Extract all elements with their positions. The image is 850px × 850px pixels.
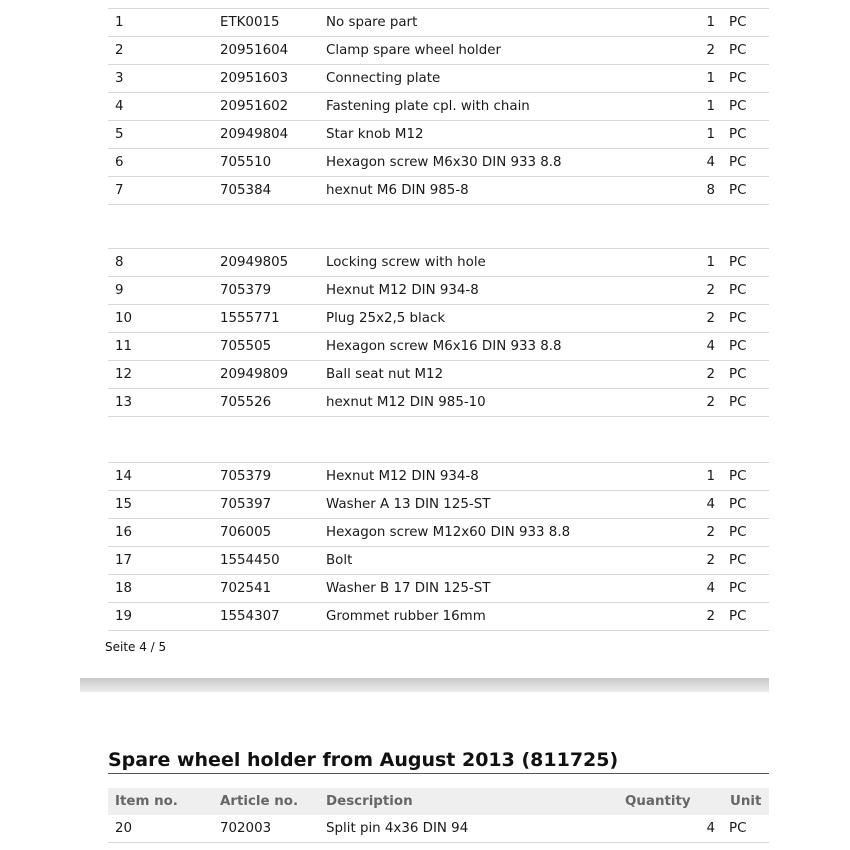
description-cell: Ball seat nut M12 — [326, 367, 444, 382]
description-cell: hexnut M6 DIN 985-8 — [326, 183, 469, 198]
unit-cell: PC — [729, 15, 747, 30]
article-no-cell: 705384 — [220, 183, 272, 198]
article-no-cell: 705397 — [220, 497, 272, 512]
article-no-cell: 705379 — [220, 283, 272, 298]
table-row — [108, 277, 769, 305]
description-cell: No spare part — [326, 15, 418, 30]
article-no-cell: 20949804 — [220, 127, 289, 142]
article-no-cell: 702541 — [220, 581, 272, 596]
unit-cell: PC — [729, 155, 747, 170]
table-row — [108, 248, 769, 277]
table-row — [108, 93, 769, 121]
description-cell: Bolt — [326, 553, 353, 568]
article-no-cell: 20951603 — [220, 71, 289, 86]
table-row — [108, 547, 769, 575]
table-row — [108, 519, 769, 547]
quantity-cell: 4 — [706, 339, 715, 354]
article-no-cell: 705526 — [220, 395, 272, 410]
table-row — [108, 37, 769, 65]
table-row — [108, 389, 769, 417]
unit-cell: PC — [729, 99, 747, 114]
article-no-cell: 1554307 — [220, 609, 280, 624]
page-number: Seite 4 / 5 — [105, 640, 167, 654]
article-no-cell: 20949805 — [220, 255, 289, 270]
item-no-cell: 2 — [115, 43, 124, 58]
description-cell: Clamp spare wheel holder — [326, 43, 501, 58]
table-row — [108, 149, 769, 177]
article-no-cell: 705505 — [220, 339, 272, 354]
description-cell: Hexnut M12 DIN 934-8 — [326, 283, 479, 298]
unit-cell: PC — [729, 43, 747, 58]
unit-cell: PC — [729, 553, 747, 568]
quantity-cell: 4 — [706, 581, 715, 596]
item-no-cell: 18 — [115, 581, 133, 596]
quantity-cell: 2 — [706, 311, 715, 326]
item-no-cell: 1 — [115, 15, 124, 30]
item-no-cell: 20 — [115, 821, 133, 836]
article-no-cell: 20951602 — [220, 99, 289, 114]
item-no-cell: 3 — [115, 71, 124, 86]
unit-cell: PC — [729, 255, 747, 270]
article-no-cell: 20949809 — [220, 367, 289, 382]
table-row — [108, 177, 769, 205]
header-description: Description — [326, 794, 413, 809]
description-cell: Washer A 13 DIN 125-ST — [326, 497, 491, 512]
description-cell: Split pin 4x36 DIN 94 — [326, 821, 469, 836]
unit-cell: PC — [729, 395, 747, 410]
description-cell: Fastening plate cpl. with chain — [326, 99, 530, 114]
item-no-cell: 13 — [115, 395, 133, 410]
description-cell: Plug 25x2,5 black — [326, 311, 446, 326]
quantity-cell: 4 — [706, 497, 715, 512]
table-row — [108, 121, 769, 149]
unit-cell: PC — [729, 283, 747, 298]
page-divider — [80, 678, 769, 692]
quantity-cell: 1 — [706, 469, 715, 484]
quantity-cell: 2 — [706, 609, 715, 624]
quantity-cell: 2 — [706, 43, 715, 58]
parts-table-group-3 — [108, 462, 769, 631]
item-no-cell: 9 — [115, 283, 124, 298]
unit-cell: PC — [729, 183, 747, 198]
unit-cell: PC — [729, 821, 747, 836]
description-cell: hexnut M12 DIN 985-10 — [326, 395, 486, 410]
description-cell: Locking screw with hole — [326, 255, 486, 270]
table-row — [108, 815, 769, 843]
item-no-cell: 11 — [115, 339, 133, 354]
description-cell: Washer B 17 DIN 125-ST — [326, 581, 491, 596]
article-no-cell: 1555771 — [220, 311, 280, 326]
table-row — [108, 305, 769, 333]
description-cell: Hexnut M12 DIN 934-8 — [326, 469, 479, 484]
unit-cell: PC — [729, 609, 747, 624]
section-title: Spare wheel holder from August 2013 (811725) — [108, 748, 769, 774]
unit-cell: PC — [729, 71, 747, 86]
table-row — [108, 462, 769, 491]
quantity-cell: 2 — [706, 525, 715, 540]
item-no-cell: 4 — [115, 99, 124, 114]
description-cell: Connecting plate — [326, 71, 441, 86]
unit-cell: PC — [729, 469, 747, 484]
item-no-cell: 14 — [115, 469, 133, 484]
item-no-cell: 5 — [115, 127, 124, 142]
quantity-cell: 2 — [706, 395, 715, 410]
item-no-cell: 8 — [115, 255, 124, 270]
table-header — [108, 788, 769, 815]
unit-cell: PC — [729, 127, 747, 142]
item-no-cell: 19 — [115, 609, 133, 624]
description-cell: Hexagon screw M12x60 DIN 933 8.8 — [326, 525, 571, 540]
item-no-cell: 16 — [115, 525, 133, 540]
header-quantity: Quantity — [625, 794, 691, 809]
quantity-cell: 2 — [706, 283, 715, 298]
quantity-cell: 4 — [706, 821, 715, 836]
header-unit: Unit — [730, 794, 762, 809]
article-no-cell: ETK0015 — [220, 15, 280, 30]
article-no-cell: 706005 — [220, 525, 272, 540]
unit-cell: PC — [729, 525, 747, 540]
quantity-cell: 1 — [706, 127, 715, 142]
header-article-no: Article no. — [220, 794, 299, 809]
item-no-cell: 7 — [115, 183, 124, 198]
quantity-cell: 1 — [706, 255, 715, 270]
description-cell: Star knob M12 — [326, 127, 424, 142]
quantity-cell: 1 — [706, 71, 715, 86]
quantity-cell: 2 — [706, 553, 715, 568]
quantity-cell: 4 — [706, 155, 715, 170]
article-no-cell: 705510 — [220, 155, 272, 170]
unit-cell: PC — [729, 581, 747, 596]
item-no-cell: 10 — [115, 311, 133, 326]
table-row — [108, 65, 769, 93]
parts-table-group-2 — [108, 248, 769, 417]
header-item-no: Item no. — [115, 794, 178, 809]
article-no-cell: 20951604 — [220, 43, 289, 58]
unit-cell: PC — [729, 339, 747, 354]
table-row — [108, 603, 769, 631]
article-no-cell: 705379 — [220, 469, 272, 484]
description-cell: Hexagon screw M6x30 DIN 933 8.8 — [326, 155, 562, 170]
item-no-cell: 15 — [115, 497, 133, 512]
table-row — [108, 8, 769, 37]
quantity-cell: 1 — [706, 99, 715, 114]
quantity-cell: 1 — [706, 15, 715, 30]
description-cell: Grommet rubber 16mm — [326, 609, 486, 624]
unit-cell: PC — [729, 367, 747, 382]
article-no-cell: 1554450 — [220, 553, 280, 568]
item-no-cell: 17 — [115, 553, 133, 568]
item-no-cell: 12 — [115, 367, 133, 382]
item-no-cell: 6 — [115, 155, 124, 170]
parts-table-group-1 — [108, 8, 769, 205]
description-cell: Hexagon screw M6x16 DIN 933 8.8 — [326, 339, 562, 354]
unit-cell: PC — [729, 311, 747, 326]
parts-table-section — [108, 815, 769, 843]
table-row — [108, 333, 769, 361]
quantity-cell: 8 — [706, 183, 715, 198]
table-row — [108, 575, 769, 603]
table-row — [108, 361, 769, 389]
quantity-cell: 2 — [706, 367, 715, 382]
unit-cell: PC — [729, 497, 747, 512]
article-no-cell: 702003 — [220, 821, 272, 836]
table-row — [108, 491, 769, 519]
